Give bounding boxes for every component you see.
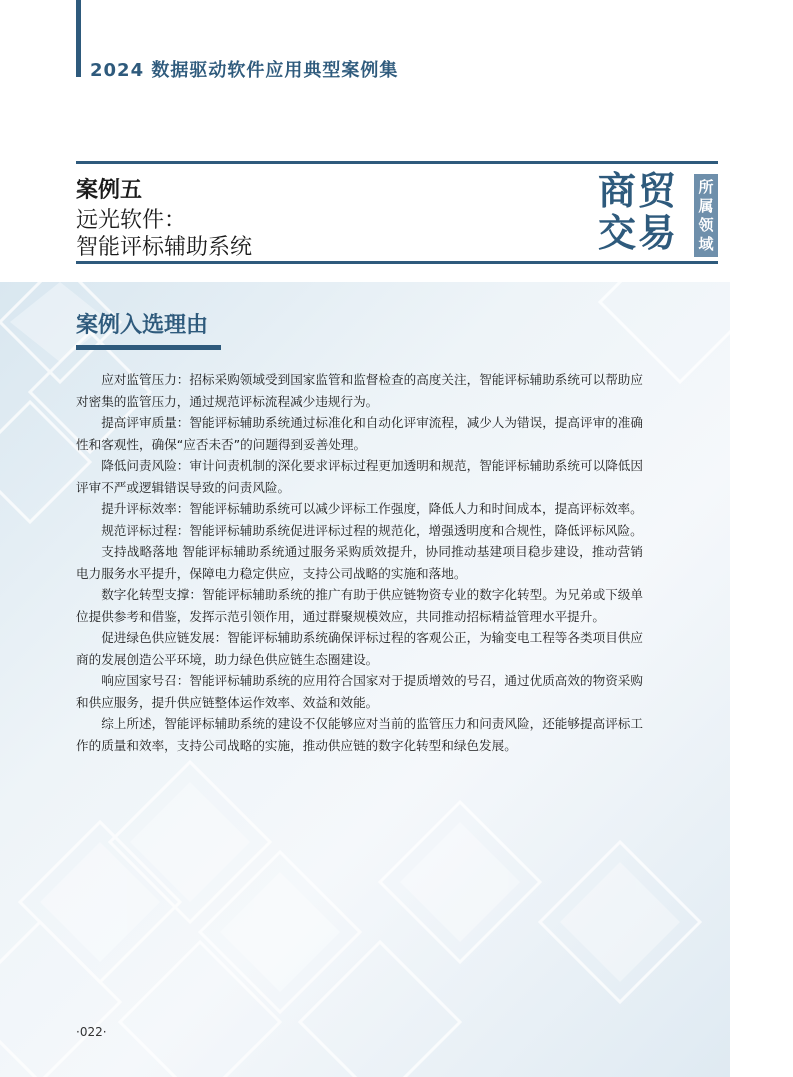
reason-paragraph: 响应国家号召：智能评标辅助系统的应用符合国家对于提质增效的号召，通过优质高效的物资采购和供应服务，提升供应链整体运作效率、效益和效能。 bbox=[76, 673, 643, 710]
page-number: ·022· bbox=[76, 1025, 107, 1039]
reason-paragraph: 提升评标效率：智能评标辅助系统可以减少评标工作强度，降低人力和时间成本，提高评标效率。 bbox=[101, 501, 643, 516]
domain-label-char: 域 bbox=[698, 234, 714, 253]
reason-paragraph: 促进绿色供应链发展：智能评标辅助系统确保评标过程的客观公正，为输变电工程等各类项目供应商的发展创造公平环境，助力绿色供应链生态圈建设。 bbox=[76, 630, 643, 667]
domain-name bbox=[598, 170, 690, 254]
domain-label-box bbox=[694, 174, 718, 257]
reason-paragraph: 规范评标过程：智能评标辅助系统促进评标过程的规范化，增强透明度和合规性，降低评标风险。 bbox=[101, 522, 643, 538]
case-header-bottom-rule bbox=[76, 261, 718, 264]
domain-name-line1: 商贸 bbox=[598, 169, 679, 213]
case-company: 远光软件： bbox=[76, 208, 187, 233]
case-header-top-rule bbox=[76, 161, 718, 164]
domain-name-line2: 交易 bbox=[598, 211, 679, 255]
header-accent-bar bbox=[76, 0, 81, 77]
reason-paragraph: 降低问责风险：审计问责机制的深化要求评标过程更加透明和规范，智能评标辅助系统可以降低因评审不严或逻辑错误导致的问责风险。 bbox=[76, 458, 643, 495]
summary-paragraph: 综上所述，智能评标辅助系统的建设不仅能够应对当前的监管压力和问责风险，还能够提高评标工作的质量和效率，支持公司战略的实施，推动供应链的数字化转型和绿色发展。 bbox=[76, 716, 643, 753]
reasons-body bbox=[76, 369, 643, 756]
reason-paragraph: 数字化转型支撑：智能评标辅助系统的推广有助于供应链物资专业的数字化转型。为兄弟或下级单位提供参考和借鉴，发挥示范引领作用，通过群聚规模效应，共同推动招标精益管理水平提升。 bbox=[76, 587, 643, 624]
domain-label-char: 所 bbox=[698, 177, 714, 196]
case-number: 案例五 bbox=[76, 178, 143, 203]
reason-paragraph: 提高评审质量：智能评标辅助系统通过标准化和自动化评审流程，减少人为错误，提高评审的准确性和客观性，确保“应否未否”的问题得到妥善处理。 bbox=[76, 415, 643, 452]
case-system-name: 智能评标辅助系统 bbox=[76, 235, 253, 260]
domain-label-char: 属 bbox=[698, 196, 714, 215]
reason-paragraph: 支持战略落地 智能评标辅助系统通过服务采购质效提升，协同推动基建项目稳步建设，推动营销电力服务水平提升，保障电力稳定供应，支持公司战略的实施和落地。 bbox=[76, 544, 643, 581]
domain-label-char: 领 bbox=[698, 215, 714, 234]
reason-paragraph: 应对监管压力：招标采购领域受到国家监管和监督检查的高度关注，智能评标辅助系统可以帮助应对密集的监管压力，通过规范评标流程减少违规行为。 bbox=[76, 372, 643, 409]
publication-title: 2024 数据驱动软件应用典型案例集 bbox=[90, 60, 399, 81]
section-title: 案例入选理由 bbox=[76, 313, 209, 338]
section-title-underline bbox=[76, 345, 221, 350]
